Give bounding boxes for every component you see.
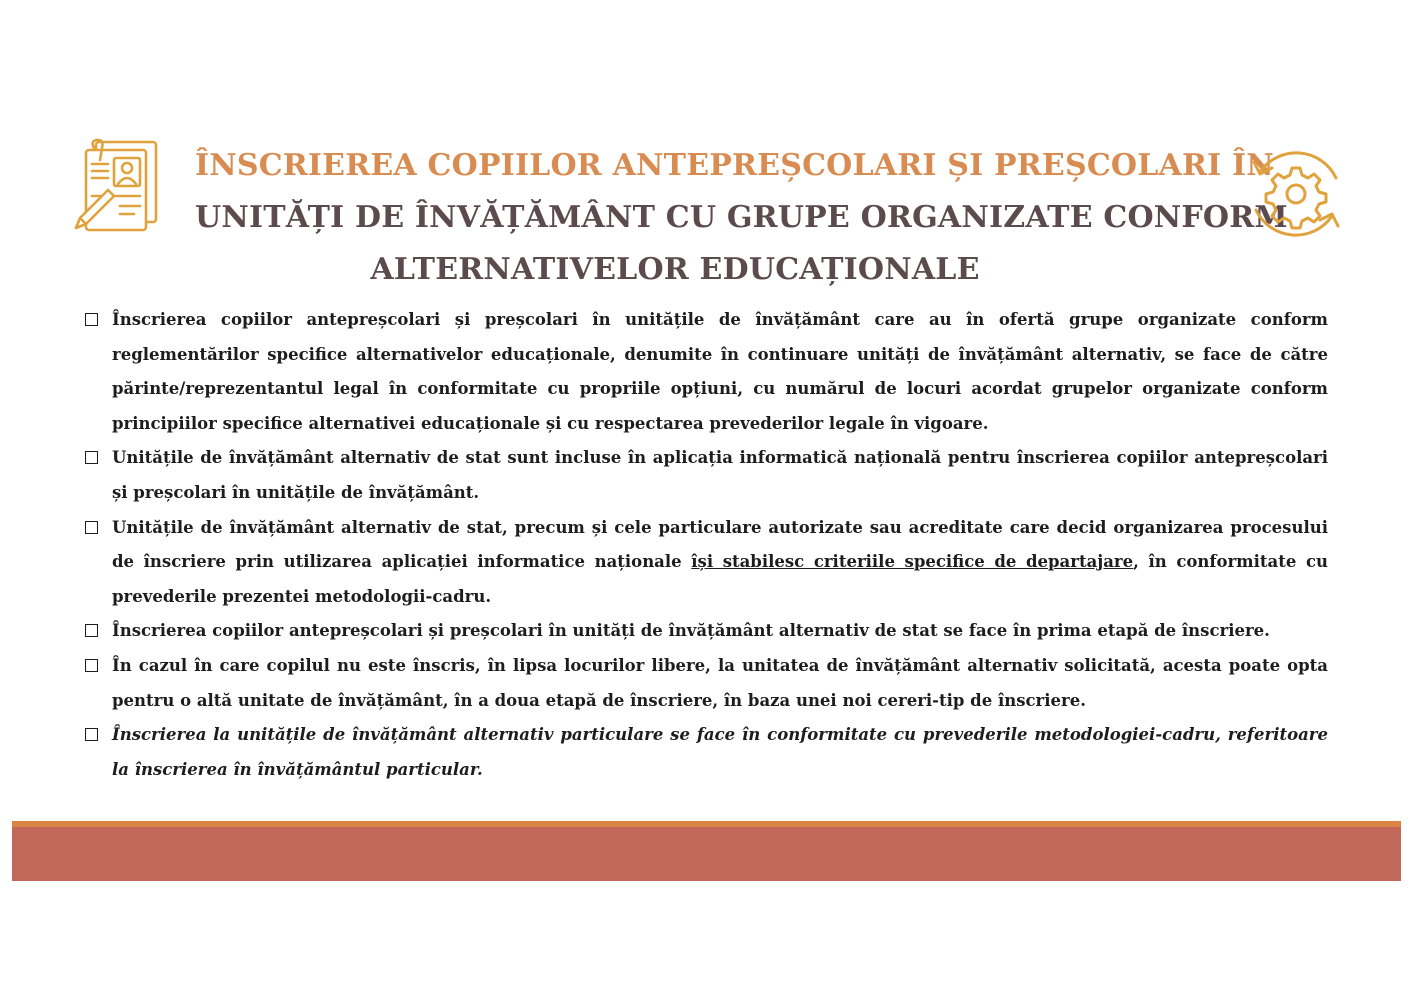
title-line-3-text: ALTERNATIVELOR EDUCAȚIONALE [370, 252, 980, 287]
underlined-phrase: își stabilesc criteriile specifice de departajare [691, 552, 1134, 572]
list-item-text: Înscrierea copiilor antepreșcolari și preșcolari în unitățile de învățământ care au în ofertă grupe organizate conform reglementărilor specifice alternativelor educaționale, denumite în continuare unități de învățământ alternativ, se face de către părinte/reprezentantul legal în conformitate cu propriile opțiuni, cu numărul de locuri acordat grupelor organizate conform principiilor specifice alternativei educaționale și cu respectarea prevederilor legale în vigoare. [112, 310, 1328, 433]
list-item-text: Înscrierea copiilor antepreșcolari și preșcolari în unități de învățământ alternativ de stat se face în prima etapă de înscriere. [112, 621, 1270, 641]
checkbox-square-icon [85, 624, 98, 637]
list-item [84, 303, 1328, 441]
clipboard-form-icon [70, 138, 170, 238]
info-list [84, 303, 1328, 787]
checkbox-square-icon [85, 313, 98, 326]
list-item-text: În cazul în care copilul nu este înscris, în lipsa locurilor libere, la unitatea de învățământ alternativ solicitată, acesta poate opta pentru o altă unitate de învățământ, în a doua etapă de înscriere, în baza unei noi cereri-tip de înscriere. [112, 655, 1328, 710]
footer-band [12, 827, 1401, 881]
checkbox-square-icon [85, 521, 98, 534]
list-item-text-after: , în conformitate cu prevederile prezentei metodologii-cadru. [112, 552, 1328, 606]
list-item [84, 718, 1328, 787]
list-item [84, 614, 1328, 649]
gear-refresh-icon [1240, 138, 1352, 250]
header [0, 0, 1413, 300]
checkbox-square-icon [85, 659, 98, 672]
list-item-text: Unitățile de învățământ alternativ de stat sunt incluse în aplicația informatică națională pentru înscrierea copiilor antepreșcolari și preșcolari în unitățile de învățământ. [112, 448, 1328, 502]
list-item-text: Înscrierea la unitățile de învățământ alternativ particulare se face în conformitate cu prevederile metodologiei-cadru, referitoare la înscrierea în învățământul particular. [112, 725, 1328, 779]
title-line-1 [175, 140, 1274, 192]
list-item-text-before: Unitățile de învățământ alternativ de stat, precum și cele particulare autorizate sau acreditate care decid organizarea procesului de înscriere prin utilizarea aplicației informatice naționale [112, 517, 1328, 572]
list-item [84, 441, 1328, 510]
title-line-2 [175, 192, 1288, 244]
title-line-2-text: UNITĂȚI DE ÎNVĂȚĂMÂNT CU GRUPE ORGANIZATE CONFORM [195, 200, 1288, 235]
title-line-3 [170, 244, 1180, 296]
checkbox-square-icon [85, 728, 98, 741]
checkbox-square-icon [85, 451, 98, 464]
title-line-1-text: ÎNSCRIEREA COPIILOR ANTEPREȘCOLARI ȘI PREȘCOLARI ÎN [195, 148, 1274, 183]
list-item [84, 511, 1328, 615]
list-item [84, 649, 1328, 718]
